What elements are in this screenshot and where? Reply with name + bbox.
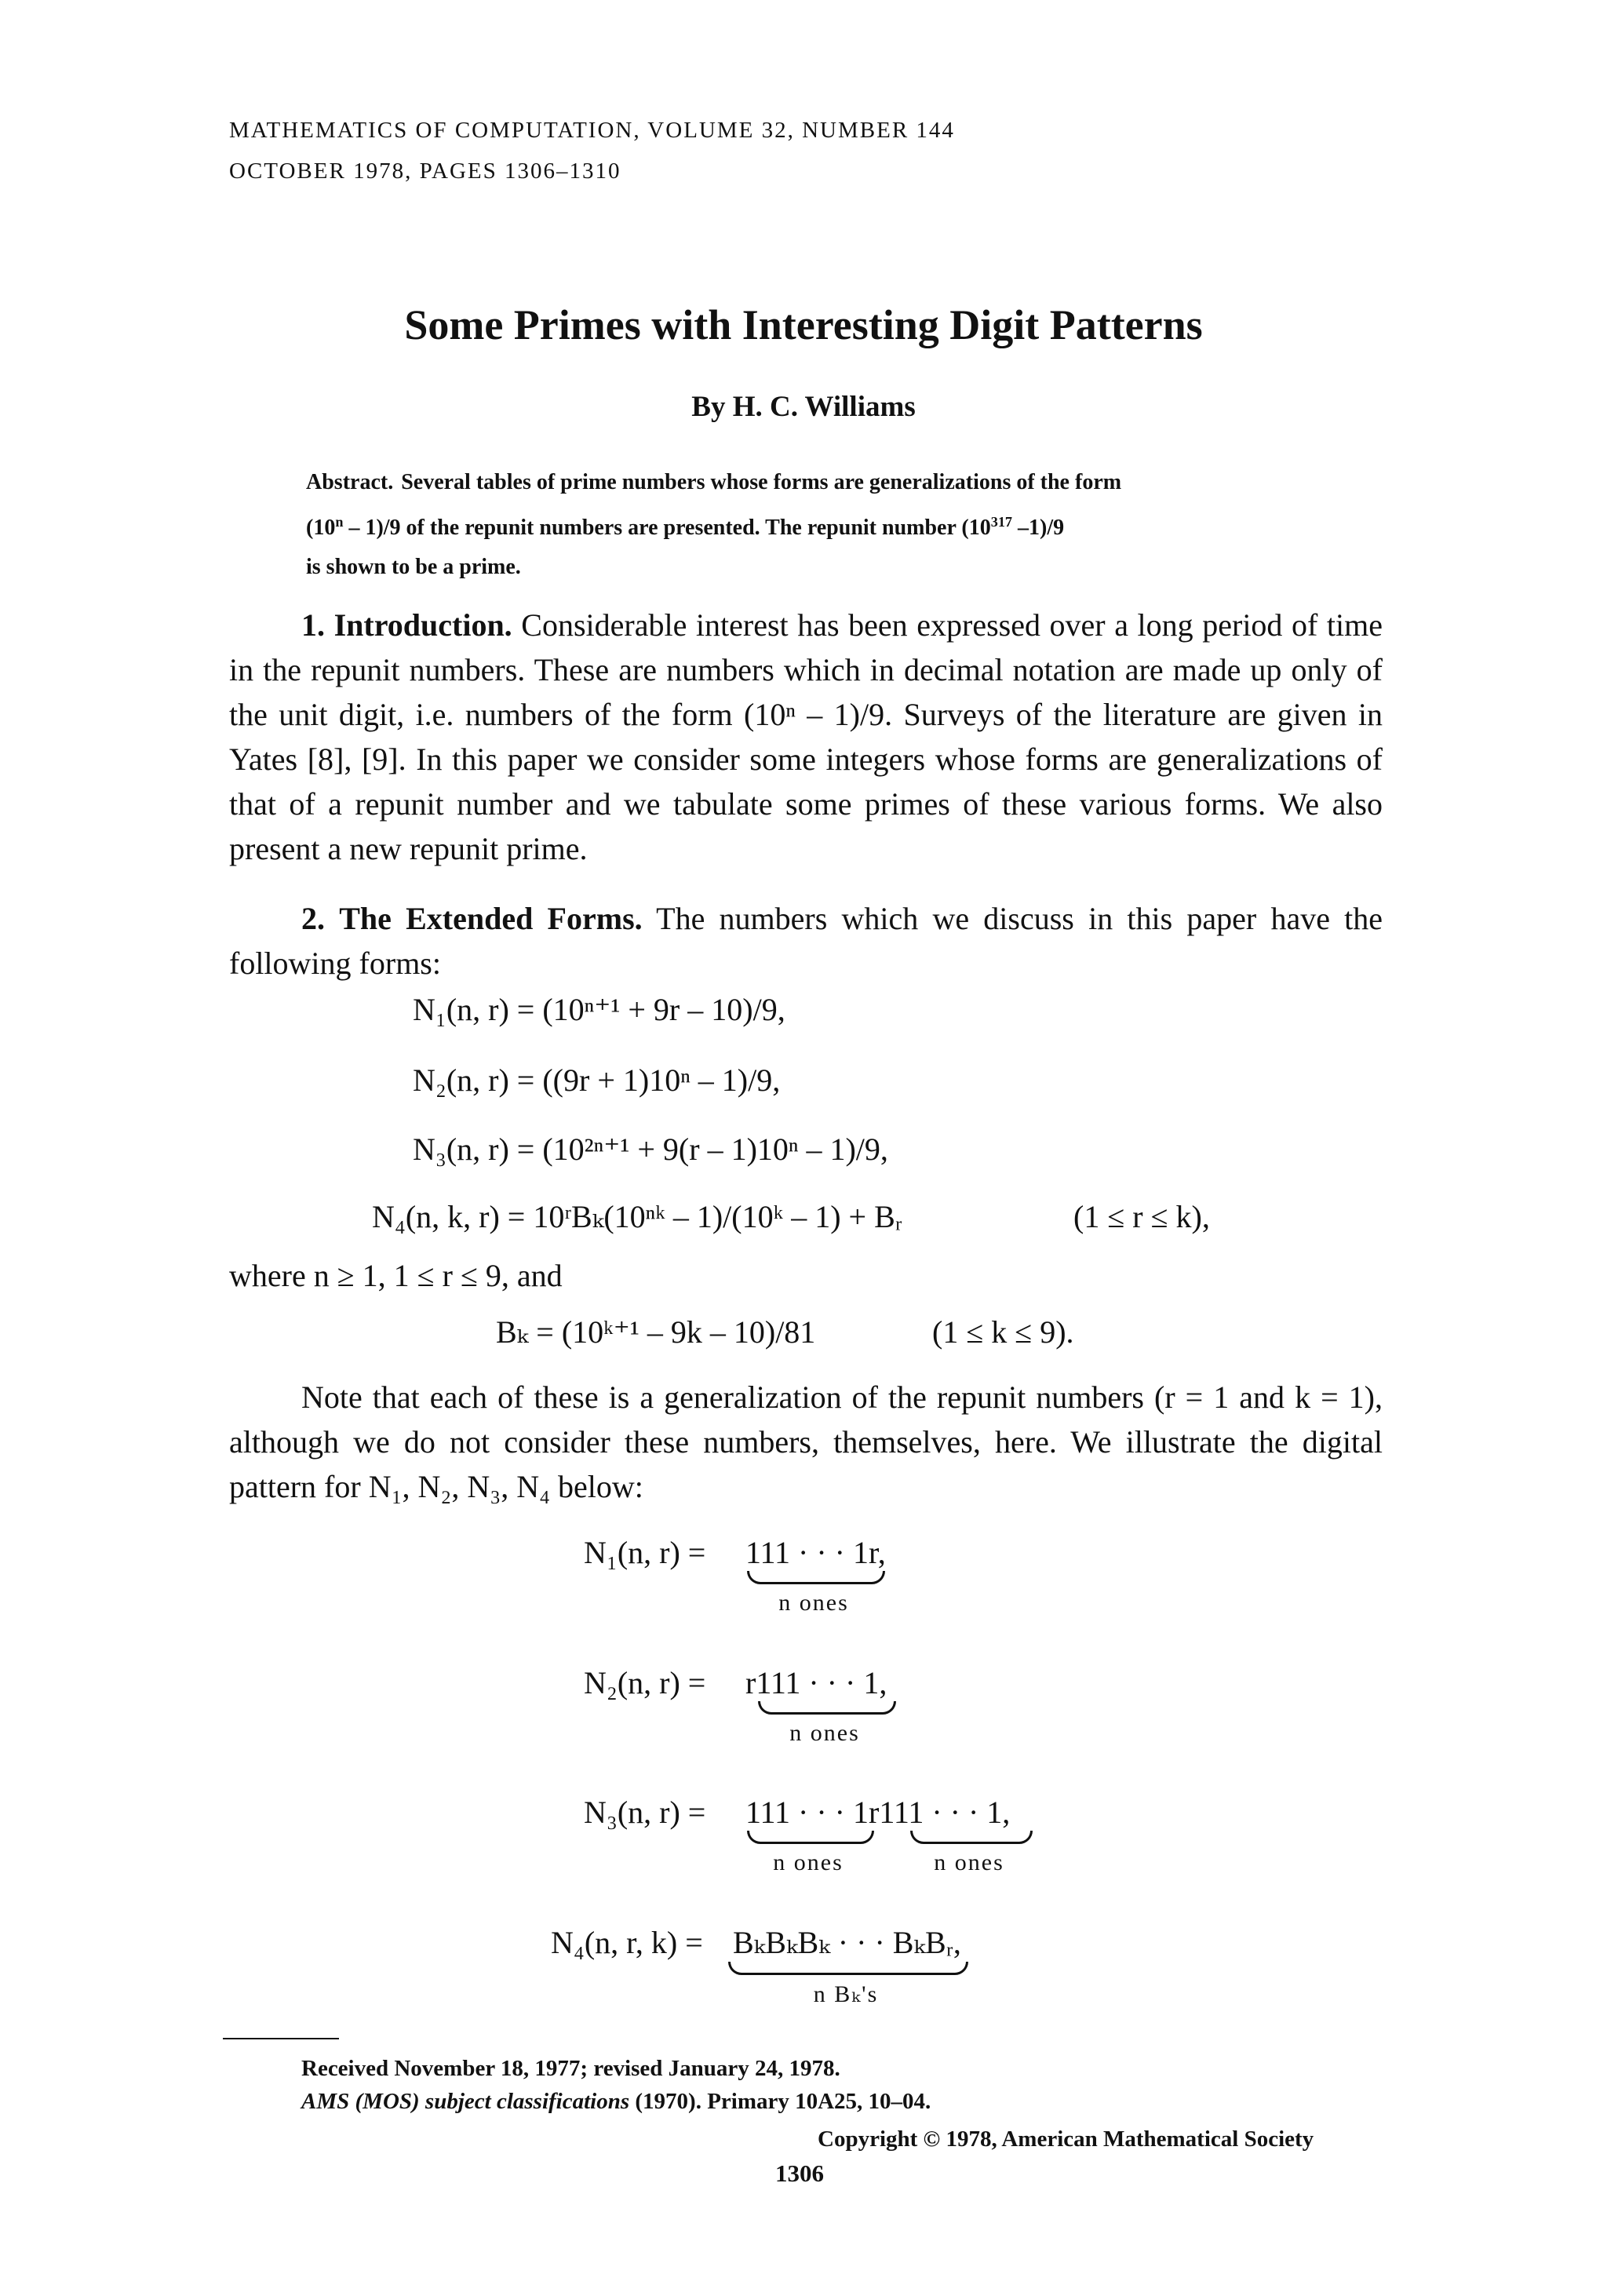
abstract-line2-a: (10 [306, 516, 336, 540]
abstract-label: Abstract. [306, 470, 394, 494]
pattern-n3-lhs: N₃(n, r) = [584, 1795, 706, 1830]
section2-text: The numbers which we discuss in this paper have the following forms: [229, 901, 1383, 981]
brace-n4 [728, 1962, 968, 1975]
note-text: Note that each of these is a generalization of the repunit numbers (r = 1 and k = 1), although we do not consider these numbers, themselves, here. We illustrate the digital pattern for N₁, N₂, N₃, N₄ below: [229, 1379, 1383, 1504]
section1-number: 1. [301, 607, 325, 643]
brace-label-n2: n ones [789, 1720, 860, 1746]
abstract-line2-b: – 1)/9 of the repunit numbers are presented. The repunit number (10 [343, 516, 991, 540]
section1-text: Considerable interest has been expressed over a long period of time in the repunit numbers. These are numbers which in decimal notation are made up only of the unit digit, i.e. numbers of the form (10ⁿ – 1)/9. Surveys of the literature are given in Yates [8], [9]. In this paper we consider some integers whose forms are generalizations of that of a repunit number and we tabulate some primes of these various forms. We also present a new repunit prime. [229, 607, 1383, 866]
brace-label-n4: n Bₖ's [813, 1981, 879, 2007]
pattern-n4-rhs: BₖBₖBₖ · · · BₖBᵣ, [733, 1925, 961, 1960]
section2-heading: The Extended Forms. [339, 901, 643, 936]
journal-line: MATHEMATICS OF COMPUTATION, VOLUME 32, NUMBER 144 [229, 118, 955, 143]
pattern-n1-rhs: 111 · · · 1r, [745, 1535, 886, 1570]
equation-n2: N₂(n, r) = ((9r + 1)10ⁿ – 1)/9, [413, 1062, 781, 1098]
pattern-n1-lhs: N₁(n, r) = [584, 1535, 706, 1570]
abstract [306, 463, 1318, 587]
pattern-n4-lhs: N₄(n, r, k) = [551, 1925, 703, 1960]
brace-n3-a [747, 1831, 874, 1844]
brace-n2 [758, 1701, 896, 1715]
abstract-line2-c: –1)/9 [1012, 516, 1065, 540]
section1-heading: Introduction. [333, 607, 512, 643]
copyright: Copyright © 1978, American Mathematical Society [818, 2127, 1314, 2152]
pattern-n2-lhs: N₂(n, r) = [584, 1665, 706, 1700]
ams-rest: (1970). Primary 10A25, 10–04. [629, 2089, 931, 2114]
author-byline: By H. C. Williams [691, 391, 916, 423]
section2-number: 2. [301, 901, 325, 936]
date-line: OCTOBER 1978, PAGES 1306–1310 [229, 159, 621, 184]
brace-label-n1: n ones [778, 1590, 849, 1616]
abstract-line2-sup2: 317 [990, 514, 1012, 530]
paper-title: Some Primes with Interesting Digit Patterns [404, 301, 1203, 348]
section-extended-forms [229, 896, 1383, 986]
equation-bk: Bₖ = (10ᵏ⁺¹ – 9k – 10)/81 [496, 1314, 816, 1350]
equation-bk-condition: (1 ≤ k ≤ 9). [932, 1314, 1074, 1350]
page-number: 1306 [775, 2159, 824, 2187]
note-paragraph [229, 1375, 1383, 1509]
equation-n4-condition: (1 ≤ r ≤ k), [1073, 1199, 1210, 1234]
equation-n1: N₁(n, r) = (10ⁿ⁺¹ + 9r – 10)/9, [413, 992, 785, 1027]
equation-n4: N₄(n, k, r) = 10ʳBₖ(10ⁿᵏ – 1)/(10ᵏ – 1) + Bᵣ [372, 1199, 902, 1234]
brace-label-n3-a: n ones [773, 1850, 844, 1875]
brace-label-n3-b: n ones [934, 1850, 1004, 1875]
brace-n1 [747, 1571, 885, 1584]
abstract-line2-sup: n [335, 514, 344, 530]
abstract-line1: Several tables of prime numbers whose forms are generalizations of the form [401, 470, 1122, 494]
ams-label: AMS (MOS) subject classifications [301, 2089, 630, 2114]
where-line: where n ≥ 1, 1 ≤ r ≤ 9, and [229, 1258, 563, 1293]
equation-n3: N₃(n, r) = (10²ⁿ⁺¹ + 9(r – 1)10ⁿ – 1)/9, [413, 1132, 888, 1167]
ams-classification [301, 2089, 931, 2115]
abstract-line3: is shown to be a prime. [306, 555, 521, 579]
brace-n3-b [910, 1831, 1033, 1844]
pattern-n3-rhs: 111 · · · 1r111 · · · 1, [745, 1795, 1011, 1830]
pattern-n2-rhs: r111 · · · 1, [745, 1665, 887, 1700]
section-introduction [229, 603, 1383, 871]
received-note: Received November 18, 1977; revised January 24, 1978. [301, 2056, 840, 2081]
footnote-rule [223, 2038, 339, 2039]
